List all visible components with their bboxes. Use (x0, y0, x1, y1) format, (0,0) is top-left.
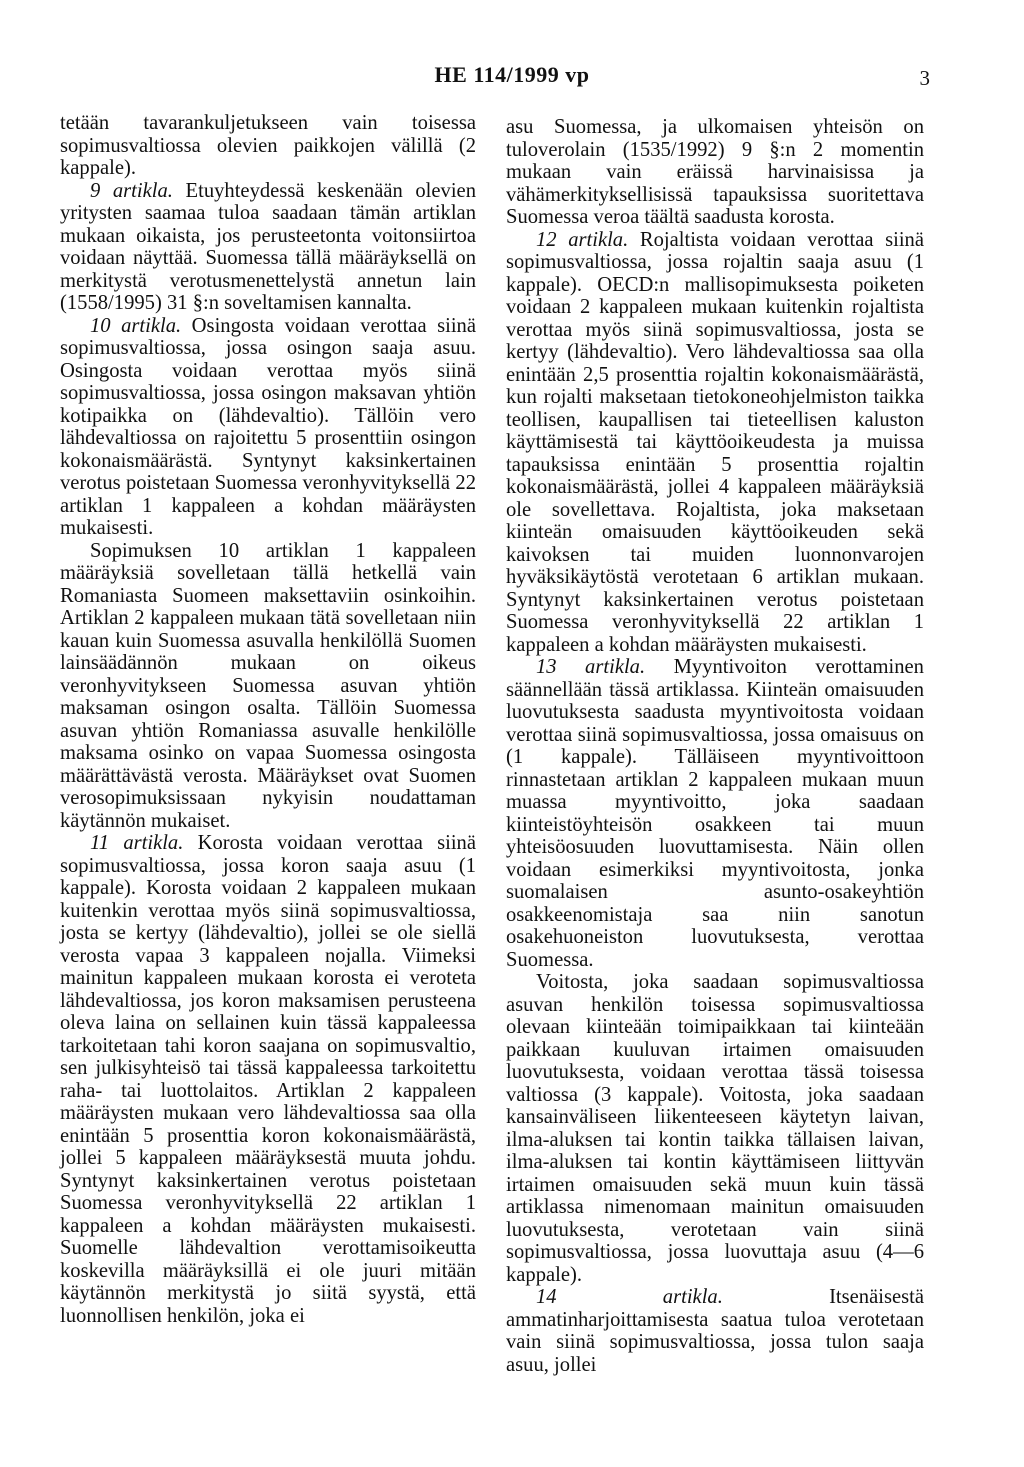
article-10-paragraph (60, 315, 476, 540)
article-text: Myyntivoiton verottaminen säännellään tässä artiklassa. Kiinteän omaisuuden luovutuksesta saadusta myyntivoitosta voidaan verottaa siinä sopimusvaltiossa, jossa omaisuus on (1 kappale). Tälläiseen myyntivoittoon rinnastetaan artiklan 2 kappaleen mukaan muun muassa myyntivoitto, joka saadaan kiinteistöyhteisön osakkeen tai muun yhteisöosuuden luovuttamisesta. Näin ollen voidaan esimerkiksi myyntivoitosta, jonka suomalaisen asunto-osakeyhtiön osakkeenomistaja saa niin sanotun osakehuoneiston luovutuksesta, verottaa Suomessa. (506, 656, 924, 971)
article-text: Korosta voidaan verottaa siinä sopimusvaltiossa, jossa koron saaja asuu (1 kappale). Korosta voidaan 2 kappaleen mukaan kuitenkin verottaa myös siinä sopimusvaltiossa, josta se kertyy (lähdevaltio), jollei se ole siellä verosta vapaa 3 kappaleen nojalla. Viimeksi mainitun kappaleen mukaan korosta ei veroteta lähdevaltiossa, jos koron maksamisen perusteena oleva laina on sellainen kuin tässä kappaleessa tarkoitetaan tahi koron saajana on sopimusvaltio, sen julkisyhteisö tai tässä kappaleessa tarkoitettu raha- tai luottolaitos. Artiklan 2 kappaleen määräysten mukaan vero lähdevaltiossa saa olla enintään 5 prosenttia koron kokonaismäärästä, jollei 5 kappaleen määräyksestä muuta johdu. Syntynyt kaksinkertainen verotus poistetaan Suomessa veronhyvityksellä 22 artiklan 1 kappaleen a kohdan määräysten mukaisesti. Suomelle lähdevaltion verottamisoikeutta koskevilla määräyksillä ei ole juuri mitään käytännön merkitystä jo siitä syystä, että luonnollisen henkilön, joka ei (60, 832, 476, 1327)
article-label: 13 artikla. (536, 656, 646, 678)
document-title: HE 114/1999 vp (434, 62, 590, 87)
article-text: Rojaltista voidaan verottaa siinä sopimusvaltiossa, jossa rojaltin saaja asuu (1 kappale). OECD:n mallisopimuksesta poiketen voidaan 2 kappaleen mukaan kuitenkin rojaltista verottaa myös siinä sopimusvaltiossa, josta se kertyy (lähdevaltio). Vero lähdevaltiossa saa olla enintään 2,5 prosenttia rojaltin kokonaismäärästä, kun rojalti maksetaan tietokoneohjelmiston taikka teollisen, kaupallisen tai tieteellisen kaluston käyttämisestä tai käyttöoikeudesta ja muissa tapauksissa enintään 5 prosenttia rojaltin kokonaismäärästä, jollei 4 kappaleen määräyksiä ole sovellettava. Rojaltista, joka maksetaan kiinteän omaisuuden käyttöoikeuden sekä kaivoksen tai muiden luonnonvarojen hyväksikäytöstä verotetaan 6 artiklan mukaan. Syntynyt kaksinkertainen verotus poistetaan Suomessa veronhyvityksellä 22 artiklan 1 kappaleen a kohdan määräysten mukaisesti. (506, 228, 924, 656)
article-text: Etuyhteydessä keskenään olevien yritysten saamaa tuloa saadaan tämän artiklan mukaan oikaista, jos perusteetonta voitonsiirtoa voidaan näyttää. Suomessa tällä määräyksellä on merkitystä verotusmenettelystä annetun lain (1558/1995) 31 §:n soveltamisen kannalta. (60, 179, 476, 314)
article-9-paragraph (60, 180, 476, 315)
article-label: 10 artikla. (90, 314, 182, 337)
paragraph: asu Suomessa, ja ulkomaisen yhteisön on tuloverolain (1535/1992) 9 §:n 2 momentin mukaan vain eräissä harvinaisissa ja vähämerkityksellisissä tapauksissa suoritettava Suomessa veroa täältä saadusta korosta. (506, 116, 924, 228)
article-text: Osingosta voidaan verottaa siinä sopimusvaltiossa, jossa osingon saaja asuu. Osingosta voidaan verottaa myös siinä sopimusvaltiossa, jossa osingon maksavan yhtiön kotipaikka on (lähdevaltio). Tällöin vero lähdevaltiossa on rajoitettu 5 prosenttiin osingon kokonaismäärästä. Syntynyt kaksinkertainen verotus poistetaan Suomessa veronhyvityksellä 22 artiklan 1 kappaleen a kohdan määräysten mukaisesti. (60, 314, 476, 539)
article-text: Itsenäisestä ammatinharjoittamisesta saatua tuloa verotetaan vain siinä sopimusvaltiossa, jossa tulon saaja asuu, jollei (506, 1286, 924, 1376)
article-label: 14 artikla. (536, 1286, 723, 1308)
article-label: 12 artikla. (536, 228, 629, 251)
article-11-paragraph (60, 832, 476, 1327)
right-column (506, 116, 924, 1376)
page-number: 3 (919, 66, 930, 90)
article-label: 11 artikla. (90, 832, 184, 854)
article-label: 9 artikla. (90, 179, 173, 202)
paragraph: tetään tavarankuljetukseen vain toisessa sopimusvaltiossa olevien paikkojen välillä (2 kappale). (60, 112, 476, 179)
page-header (0, 62, 1024, 92)
paragraph: Voitosta, joka saadaan sopimusvaltiossa asuvan henkilön toisessa sopimusvaltiossa olevaan kiinteään toimipaikkaan tai kiinteään paikkaan kuuluvan irtaimen omaisuuden luovutuksesta, voidaan verottaa tässä toisessa valtiossa (3 kappale). Voitosta, joka saadaan kansainväliseen liikenteeseen käytetyn laivan, ilma-aluksen tai kontin taikka tällaisen laivan, ilma-aluksen tai kontin käyttämiseen liittyvän irtaimen omaisuuden sekä muun kuin tässä artiklassa nimenomaan mainitun omaisuuden luovutuksesta, verotetaan vain siinä sopimusvaltiossa, jossa luovuttaja asuu (4—6 kappale). (506, 971, 924, 1286)
article-12-paragraph (506, 229, 924, 657)
left-column (60, 112, 476, 1327)
paragraph: Sopimuksen 10 artiklan 1 kappaleen määräyksiä sovelletaan tällä hetkellä vain Romaniasta Suomeen maksettaviin osinkoihin. Artiklan 2 kappaleen mukaan tätä sovelletaan niin kauan kuin Suomessa asuvalla henkilöllä Suomen lainsäädännön mukaan on oikeus veronhyvitykseen Suomessa asuvan yhtiön maksaman osingon osalta. Tällöin Suomessa asuvan yhtiön Romaniassa asuvalle henkilölle maksama osinko on vapaa Suomessa osingosta määrättävästä verosta. Määräykset ovat Suomen verosopimuksissaan nykyisin noudattaman käytännön mukaiset. (60, 539, 476, 832)
article-13-paragraph (506, 656, 924, 971)
article-14-paragraph (506, 1286, 924, 1376)
